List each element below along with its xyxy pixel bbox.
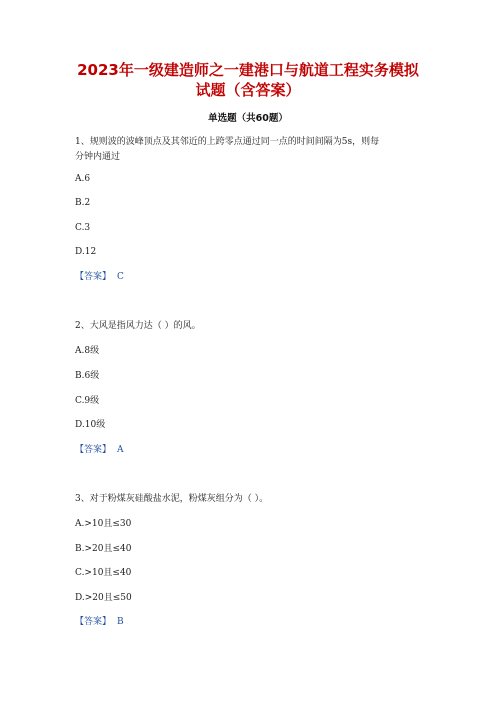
question-3-option-b: B.>20且≤40 [75, 544, 132, 554]
question-3-option-d: D.>20且≤50 [75, 593, 132, 603]
question-2-answer [75, 444, 124, 456]
question-1-option-d: D.12 [75, 247, 97, 257]
question-3-option-c: C.>10且≤40 [75, 568, 132, 578]
document-title-line2: 试题（含答案） [195, 81, 301, 99]
document-title-line1: 2023年一级建造师之一建港口与航道工程实务模拟 [77, 61, 419, 79]
question-1-option-c: C.3 [75, 223, 91, 233]
question-1-option-a: A.6 [75, 174, 91, 184]
question-2-option-a: A.8级 [75, 346, 100, 356]
answer-value: B [117, 617, 124, 627]
question-1-answer [75, 271, 124, 283]
question-2-option-b: B.6级 [75, 371, 100, 381]
answer-value: C [117, 272, 124, 282]
question-2-stem: 2、大风是指风力达（ ）的风。 [75, 321, 201, 331]
question-3-stem: 3、对于粉煤灰硅酸盐水泥，粉煤灰组分为（ ）。 [75, 494, 269, 504]
question-3-answer [75, 616, 124, 628]
question-3-option-a: A.>10且≤30 [75, 519, 132, 529]
answer-value: A [117, 445, 124, 455]
section-header: 单选题（共60题） [208, 113, 288, 124]
question-1-stem-line1: 1、规则波的波峰顶点及其邻近的上跨零点通过同一点的时间间隔为5s，则每 [75, 137, 380, 147]
question-1-option-b: B.2 [75, 198, 91, 208]
answer-label: 【答案】 [75, 272, 112, 282]
question-2-option-c: C.9级 [75, 396, 100, 406]
question-2-option-d: D.10级 [75, 420, 106, 430]
question-1-stem-line2: 分钟内通过 [75, 152, 121, 162]
answer-label: 【答案】 [75, 617, 112, 627]
answer-label: 【答案】 [75, 445, 112, 455]
